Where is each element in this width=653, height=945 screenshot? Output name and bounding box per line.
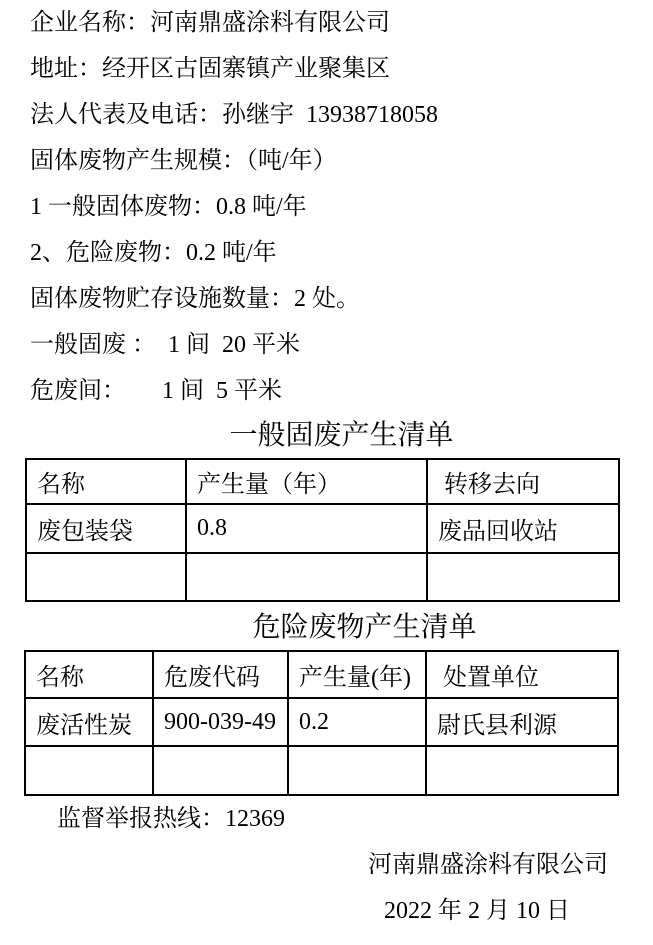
general-waste-header-row	[26, 459, 619, 504]
company-name-line: 企业名称：河南鼎盛涂料有限公司	[30, 10, 390, 36]
signature-date: 2022 年 2 月 10 日	[384, 898, 570, 924]
hazardous-waste-table-title: 危险废物产生清单	[252, 612, 477, 643]
header-cell-disposal: 处置单位	[426, 651, 618, 698]
table-cell	[153, 746, 288, 795]
header-cell-amount: 产生量(年)	[288, 651, 426, 698]
table-cell: 废活性炭	[25, 698, 153, 746]
table-cell	[288, 746, 426, 795]
table-cell: 尉氏县利源	[426, 698, 618, 746]
signature-company: 河南鼎盛涂料有限公司	[368, 852, 608, 878]
table-cell: 900-039-49	[153, 698, 288, 746]
table-row-empty	[25, 746, 618, 795]
table-cell	[427, 553, 619, 601]
table-row	[26, 504, 619, 553]
storage-facility-count-line: 固体废物贮存设施数量：2 处。	[30, 286, 360, 312]
hotline-line: 监督举报热线：12369	[57, 806, 285, 832]
header-cell-code: 危废代码	[153, 651, 288, 698]
address-line: 地址：经开区古固寨镇产业聚集区	[30, 56, 390, 82]
general-storage-room-line: 一般固废 ： 1 间 20 平米	[30, 332, 300, 358]
table-row-empty	[26, 553, 619, 601]
hazardous-storage-room-line: 危废间： 1 间 5 平米	[30, 378, 282, 404]
waste-scale-line: 固体废物产生规模：（吨/年）	[30, 148, 337, 174]
table-cell	[26, 553, 186, 601]
table-row	[25, 698, 618, 746]
table-cell: 废包装袋	[26, 504, 186, 553]
table-cell: 0.2	[288, 698, 426, 746]
header-cell-name: 名称	[25, 651, 153, 698]
general-waste-table	[25, 458, 620, 602]
table-cell	[25, 746, 153, 795]
table-cell	[186, 553, 427, 601]
hazardous-waste-header-row	[25, 651, 618, 698]
table-cell	[426, 746, 618, 795]
general-waste-table-title: 一般固废产生清单	[229, 420, 454, 451]
general-solid-waste-line: 1 一般固体废物：0.8 吨/年	[30, 194, 307, 220]
table-cell: 0.8	[186, 504, 427, 553]
header-cell-transfer: 转移去向	[427, 459, 619, 504]
hazardous-waste-line: 2、危险废物：0.2 吨/年	[30, 240, 277, 266]
hazardous-waste-table	[24, 650, 619, 796]
header-cell-name: 名称	[26, 459, 186, 504]
table-cell: 废品回收站	[427, 504, 619, 553]
header-cell-amount: 产生量（年）	[186, 459, 427, 504]
legal-rep-phone-line: 法人代表及电话：孙继宇 13938718058	[30, 102, 438, 128]
